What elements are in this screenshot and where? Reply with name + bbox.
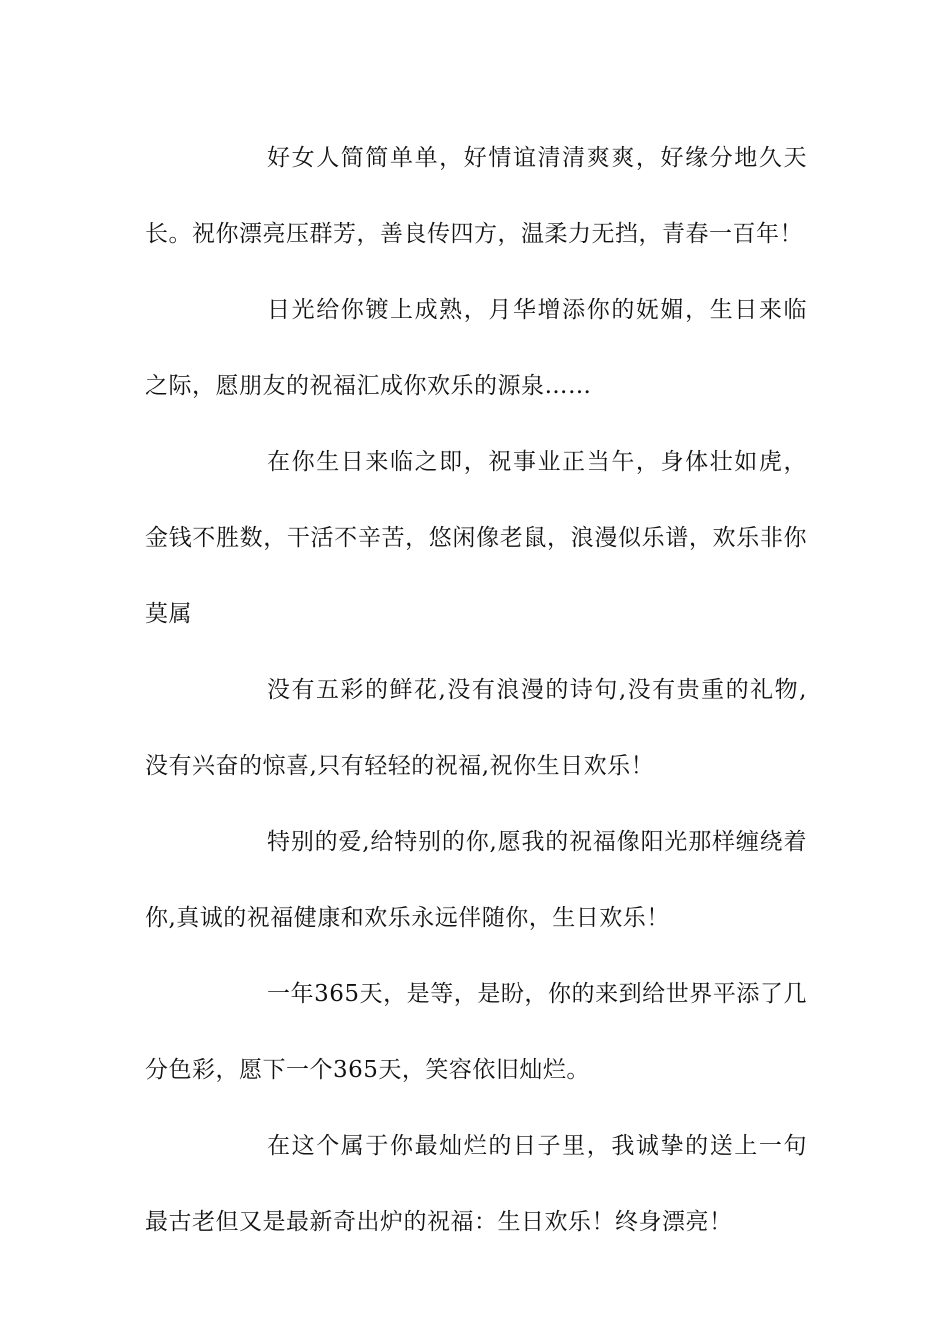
document-body xyxy=(145,120,807,1260)
paragraph: 在这个属于你最灿烂的日子里，我诚挚的送上一句最古老但又是最新奇出炉的祝福：生日欢乐！终身漂亮！ xyxy=(145,1133,807,1235)
paragraph: 一年365天，是等，是盼，你的来到给世界平添了几分色彩，愿下一个365天，笑容依旧灿烂。 xyxy=(145,981,807,1083)
paragraph: 特别的爱,给特别的你,愿我的祝福像阳光那样缠绕着你,真诚的祝福健康和欢乐永远伴随你，生日欢乐！ xyxy=(145,829,807,931)
paragraph: 没有五彩的鲜花,没有浪漫的诗句,没有贵重的礼物,没有兴奋的惊喜,只有轻轻的祝福,祝你生日欢乐！ xyxy=(145,677,807,779)
paragraph: 在你生日来临之即，祝事业正当午，身体壮如虎，金钱不胜数，干活不辛苦，悠闲像老鼠，浪漫似乐谱，欢乐非你莫属 xyxy=(145,449,807,627)
paragraph: 好女人简简单单，好情谊清清爽爽，好缘分地久天长。祝你漂亮压群芳，善良传四方，温柔力无挡，青春一百年！ xyxy=(145,145,807,247)
paragraph: 日光给你镀上成熟，月华增添你的妩媚，生日来临之际，愿朋友的祝福汇成你欢乐的源泉…… xyxy=(145,297,807,399)
